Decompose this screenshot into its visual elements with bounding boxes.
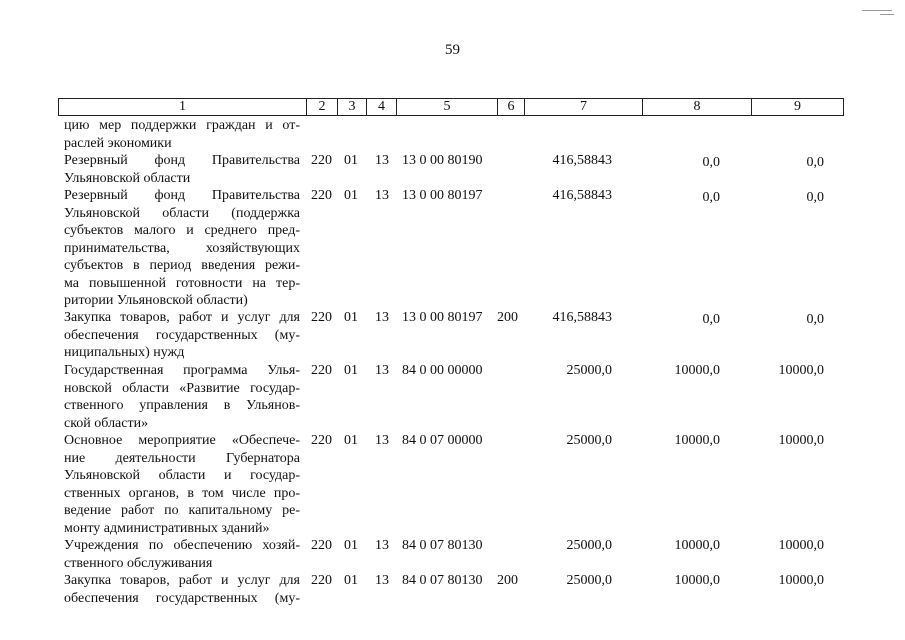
admin-code: 220 <box>311 153 332 168</box>
row-description <box>64 537 300 572</box>
admin-code: 220 <box>311 310 332 325</box>
amount-col-7: 25000,0 <box>566 573 612 588</box>
description-line: Закупка товаров, работ и услуг для <box>64 310 300 325</box>
table-header <box>58 98 844 116</box>
description-line: ниципальных) нужд <box>64 345 185 360</box>
target-article-code: 84 0 00 00000 <box>402 363 483 378</box>
section-code: 01 <box>344 310 358 325</box>
table-body <box>0 117 905 607</box>
amount-col-9: 10000,0 <box>778 363 824 378</box>
description-line: обеспечения государственных (му- <box>64 590 300 606</box>
row-description <box>64 432 300 537</box>
header-col-2: 2 <box>307 99 338 115</box>
description-line: ственного обслуживания <box>64 555 213 571</box>
description-line: Основное мероприятие «Обеспече- <box>64 433 300 448</box>
description-line: Ульяновской области (поддержка <box>64 205 300 221</box>
section-code: 01 <box>344 363 358 378</box>
description-line: ственного управления в Ульянов- <box>64 398 300 413</box>
amount-col-8: 0,0 <box>702 312 720 327</box>
subsection-code: 13 <box>375 573 389 588</box>
row-description <box>64 152 300 187</box>
amount-col-9: 0,0 <box>806 190 824 205</box>
page-number: 59 <box>445 42 460 58</box>
description-line: Учреждения по обеспечению хозяй- <box>64 538 300 553</box>
description-line: Резервный фонд Правительства <box>64 188 300 203</box>
subsection-code: 13 <box>375 538 389 553</box>
description-line: ведение работ по капитальному ре- <box>64 503 300 518</box>
amount-col-7: 25000,0 <box>566 433 612 448</box>
target-article-code: 84 0 07 80130 <box>402 538 483 553</box>
admin-code: 220 <box>311 538 332 553</box>
header-col-6: 6 <box>498 99 525 115</box>
scan-artifact-line <box>880 14 894 15</box>
description-line: обеспечения государственных (му- <box>64 327 300 343</box>
amount-col-8: 10000,0 <box>674 433 720 448</box>
description-line: Государственная программа Улья- <box>64 363 300 378</box>
amount-col-8: 0,0 <box>702 155 720 170</box>
description-line: Ульяновской области и государ- <box>64 468 300 483</box>
section-code: 01 <box>344 153 358 168</box>
table-row <box>0 432 905 537</box>
description-line: ской области» <box>64 415 149 431</box>
header-col-1: 1 <box>59 99 307 115</box>
description-line: Ульяновской области <box>64 170 191 186</box>
table-row <box>0 117 905 152</box>
header-col-9: 9 <box>794 99 801 114</box>
amount-col-8: 10000,0 <box>674 363 720 378</box>
subsection-code: 13 <box>375 363 389 378</box>
table-row <box>0 572 905 607</box>
table-row <box>0 537 905 572</box>
target-article-code: 13 0 00 80197 <box>402 188 483 203</box>
amount-col-7: 25000,0 <box>566 538 612 553</box>
amount-col-7: 25000,0 <box>566 363 612 378</box>
amount-col-7: 416,58843 <box>552 310 612 325</box>
row-description <box>64 572 300 607</box>
admin-code: 220 <box>311 188 332 203</box>
description-line: принимательства, хозяйствующих <box>64 240 300 256</box>
description-line: ственных органов, в том числе про- <box>64 485 300 501</box>
amount-col-9: 10000,0 <box>778 573 824 588</box>
amount-col-8: 0,0 <box>702 190 720 205</box>
section-code: 01 <box>344 573 358 588</box>
amount-col-7: 416,58843 <box>552 153 612 168</box>
header-col-7: 7 <box>525 99 643 115</box>
target-article-code: 84 0 07 80130 <box>402 573 483 588</box>
section-code: 01 <box>344 188 358 203</box>
table-row <box>0 152 905 187</box>
description-line: субъектов в период введения режи- <box>64 258 300 273</box>
table-row <box>0 187 905 309</box>
subsection-code: 13 <box>375 188 389 203</box>
section-code: 01 <box>344 433 358 448</box>
table-row <box>0 362 905 432</box>
description-line: монту административных зданий» <box>64 520 270 536</box>
amount-col-8: 10000,0 <box>674 573 720 588</box>
description-line: ние деятельности Губернатора <box>64 450 300 466</box>
table-row <box>0 309 905 362</box>
admin-code: 220 <box>311 433 332 448</box>
expense-type-code: 200 <box>497 573 518 588</box>
description-line: раслей экономики <box>64 135 172 151</box>
scan-artifact-line <box>862 10 892 11</box>
row-description <box>64 309 300 362</box>
description-line: Закупка товаров, работ и услуг для <box>64 573 300 588</box>
header-col-8: 8 <box>643 99 752 115</box>
admin-code: 220 <box>311 363 332 378</box>
expense-type-code: 200 <box>497 310 518 325</box>
amount-col-9: 0,0 <box>806 155 824 170</box>
amount-col-9: 10000,0 <box>778 433 824 448</box>
description-line: новской области «Развитие государ- <box>64 380 300 396</box>
amount-col-9: 0,0 <box>806 312 824 327</box>
subsection-code: 13 <box>375 153 389 168</box>
row-description <box>64 362 300 432</box>
target-article-code: 84 0 07 00000 <box>402 433 483 448</box>
description-line: Резервный фонд Правительства <box>64 153 300 168</box>
description-line: цию мер поддержки граждан и от- <box>64 118 300 133</box>
amount-col-8: 10000,0 <box>674 538 720 553</box>
header-col-4: 4 <box>367 99 397 115</box>
amount-col-9: 10000,0 <box>778 538 824 553</box>
header-col-5: 5 <box>397 99 498 115</box>
subsection-code: 13 <box>375 433 389 448</box>
row-description <box>64 187 300 310</box>
description-line: ритории Ульяновской области) <box>64 293 248 308</box>
target-article-code: 13 0 00 80197 <box>402 310 483 325</box>
description-line: ма повышенной готовности на тер- <box>64 275 300 291</box>
header-col-3: 3 <box>338 99 367 115</box>
amount-col-7: 416,58843 <box>552 188 612 203</box>
admin-code: 220 <box>311 573 332 588</box>
description-line: субъектов малого и среднего пред- <box>64 223 300 238</box>
target-article-code: 13 0 00 80190 <box>402 153 483 168</box>
section-code: 01 <box>344 538 358 553</box>
subsection-code: 13 <box>375 310 389 325</box>
row-description <box>64 117 300 152</box>
